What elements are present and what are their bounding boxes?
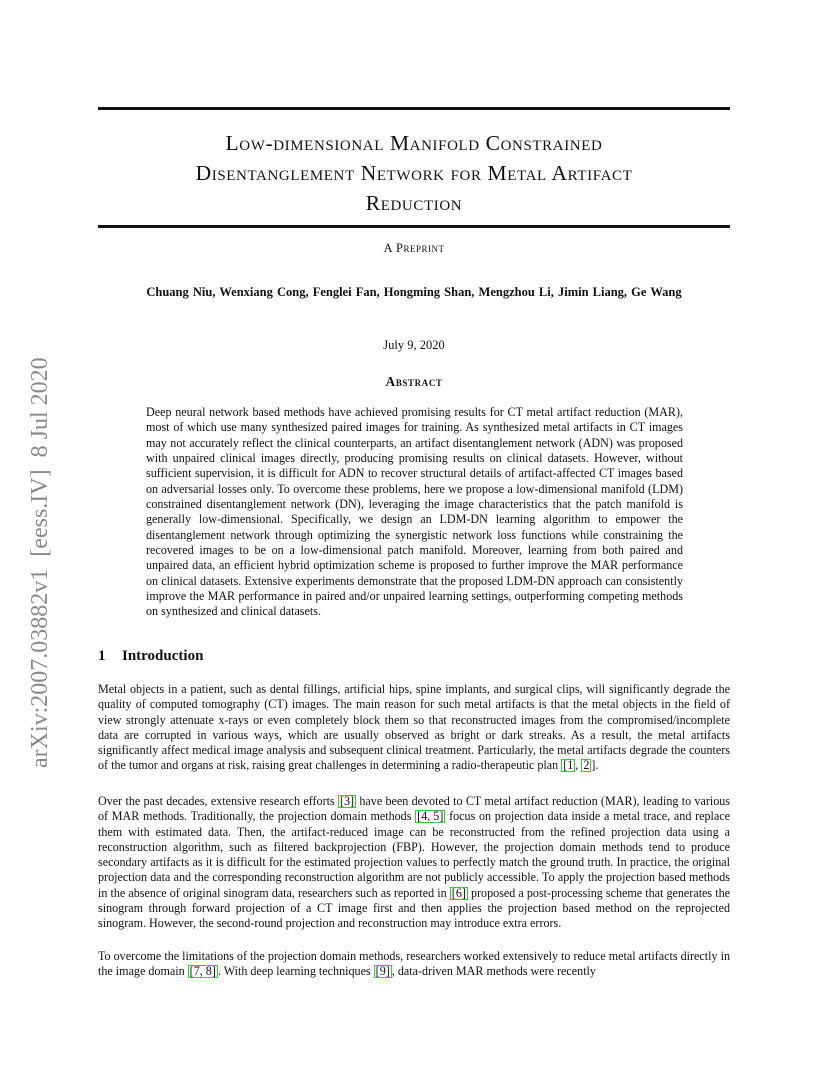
author-list: Chuang Niu, Wenxiang Cong, Fenglei Fan, Hongming Shan, Mengzhou Li, Jimin Liang, Ge Wang [146,285,682,299]
intro-paragraph-1 [98,682,730,774]
citation-number: 1 [567,758,574,773]
citation-link[interactable]: [6] [451,885,466,900]
paragraph-text: Over the past decades, extensive research efforts [98,794,338,808]
paragraph-text: , data-driven MAR methods were recently [391,964,596,979]
citation-link[interactable]: [9] [375,964,390,979]
title-bottom-rule [98,225,730,228]
abstract-heading: Abstract [385,374,443,389]
citation-link[interactable]: [1 [563,758,574,773]
paragraph-text: focus on projection data inside a metal trace, and replace them with estimated data. Then, the artifact-reduced image can be reconstructed from the refined projection data using a reconstruction algorithm, such as filtered backprojection (FBP). However, the projection domain methods tend to produce secondary artifacts as it is difficult for the estimated projection values to perfectly match the ground truth. In practice, the original projection data and the corresponding reconstruction algorithm are not publicly accessible. To apply the projection based methods in the absence of original sinogram data, researchers such as reported in [98,809,730,900]
paper-title [98,128,730,218]
paragraph-text: , [575,758,582,773]
arxiv-side-stamp: arXiv:2007.03882v1 [eess.IV] 8 Jul 2020 [27,357,53,768]
citation-number: 2 [583,758,590,773]
intro-paragraph-3 [98,949,730,980]
paragraph-text: proposed a post-processing scheme that generates the sinogram through forward projection of a CT image first and then applies the projection based method on the reprojected sinogram. However, the second-round projection and reconstruction may introduce extra errors. [98,885,730,931]
title-line: Low-dimensional Manifold Constrained [225,131,603,155]
citation-number: 9 [379,964,386,979]
title-line: Reduction [365,191,463,215]
intro-paragraph-2 [98,794,730,932]
title-top-rule [98,107,730,110]
publication-date: July 9, 2020 [383,338,445,352]
citation-number: 4, 5 [421,809,440,824]
section-title: Introduction [122,648,204,664]
citation-number: 6 [455,885,462,900]
preprint-label: A Preprint [383,241,445,255]
title-line: Disentanglement Network for Metal Artifact [195,161,633,185]
paragraph-text: . With deep learning techniques [217,964,374,979]
citation-link[interactable]: [3] [339,794,355,808]
citation-link[interactable] [581,759,591,772]
citation-link[interactable]: [7, 8] [189,964,216,979]
paragraph-text: Metal objects in a patient, such as dental fillings, artificial hips, spine implants, and surgical clips, will significantly degrade the quality of computed tomography (CT) images. The main reason for such metal artifacts is that the metal objects in the field of view strongly attenuate x-rays or even completely block them so that reconstructed images from the compromised/incomplete data are corrupted in various ways, which are usually observed as bright or dark streaks. As a result, the metal artifacts significantly affect medical image analysis and subsequent clinical treatment. Particularly, the metal artifacts degrade the counters of the tumor and organs at risk, raising great challenges in determining a radio-therapeutic plan [98,682,730,773]
paragraph-text: have been devoted to CT metal artifact reduction (MAR), leading to various of MAR methods. Traditionally, the projection domain methods [98,794,731,824]
citation-link[interactable]: [4, 5] [417,809,444,824]
citation-number: 7, 8 [193,964,212,979]
abstract-text: Deep neural network based methods have achieved promising results for CT metal artifact reduction (MAR), most of which use many synthesized paired images for training. As synthesized metal artifacts in CT images may not accurately reflect the clinical counterparts, an artifact disentanglement network (ADN) was proposed with unpaired clinical images directly, producing promising results on clinical datasets. However, without sufficient supervision, it is difficult for ADN to recover structural details of artifact-affected CT images based on adversarial losses only. To overcome these problems, here we propose a low-dimensional manifold (LDM) constrained disentanglement network (DN), leveraging the image characteristics that the patch manifold is generally low-dimensional. Specifically, we design an LDM-DN learning algorithm to empower the disentanglement network through optimizing the synergistic network loss functions while constraining the recovered images to be on a low-dimensional patch manifold. Moreover, learning from both paired and unpaired data, an efficient hybrid optimization scheme is proposed to further improve the MAR performance on clinical datasets. Extensive experiments demonstrate that the proposed LDM-DN approach can consistently improve the MAR performance in paired and/or unpaired learning settings, outperforming competing methods on synthesized and clinical datasets. [146,405,683,619]
paragraph-text: ]. [591,758,599,773]
paragraph-text: To overcome the limitations of the projection domain methods, researchers worked extensively to reduce metal artifacts directly in the image domain [98,949,730,979]
citation-number: 3 [344,794,351,808]
section-heading [98,648,203,665]
section-number: 1 [98,648,106,664]
